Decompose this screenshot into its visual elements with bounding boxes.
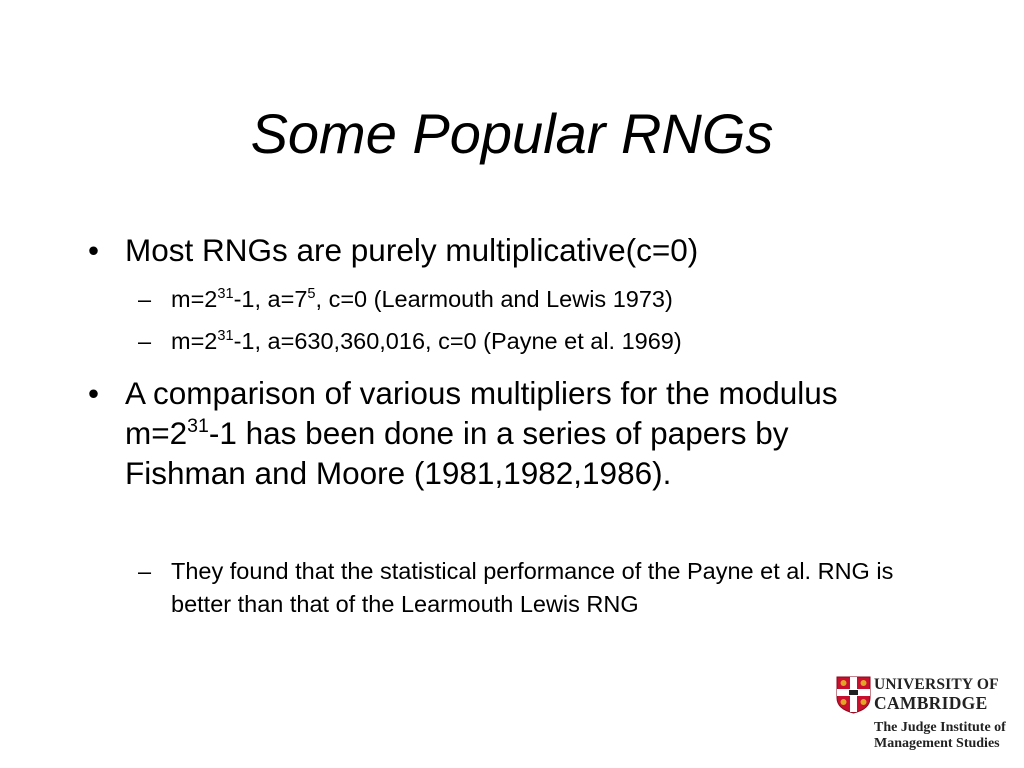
exponent: 31	[217, 285, 234, 302]
exponent: 31	[187, 414, 209, 437]
sub-bullet-text-part: m=2	[171, 328, 218, 354]
logo-line: The Judge Institute of	[874, 720, 1006, 735]
logo-line: UNIVERSITY OF	[874, 676, 999, 693]
bullet-item	[88, 230, 905, 270]
sub-bullet-item	[138, 283, 931, 316]
bullet-item	[88, 373, 905, 493]
sub-bullet-marker: –	[138, 286, 152, 312]
sub-bullet-text-part: m=2	[171, 286, 218, 312]
sub-bullet-text-part: -1, a=7	[233, 286, 308, 312]
sub-bullet-marker: –	[138, 328, 152, 354]
exponent: 5	[307, 285, 316, 302]
sub-bullet-marker: –	[138, 558, 152, 584]
sub-bullet-item	[138, 325, 931, 358]
crest-icon	[836, 676, 871, 714]
exponent: 31	[217, 327, 234, 344]
bullet-marker: •	[88, 232, 100, 268]
sub-bullet-text: They found that the statistical performance of the Payne et al. RNG is better than that of the Learmouth Lewis RNG	[171, 558, 894, 617]
slide-title: Some Popular RNGs	[250, 102, 774, 165]
logo-line: CAMBRIDGE	[874, 693, 988, 713]
bullet-text-part: -1 has been done in a series of papers by Fishman and Moore (1981,1982,1986).	[125, 415, 789, 491]
logo-line: Management Studies	[874, 736, 1000, 751]
bullet-text: Most RNGs are purely multiplicative(c=0)	[125, 232, 699, 268]
sub-bullet-text-part: , c=0 (Learmouth and Lewis 1973)	[315, 286, 673, 312]
sub-bullet-item	[138, 555, 916, 621]
bullet-text-part: A comparison of various multipliers for the modulus m=2	[125, 375, 838, 451]
bullet-marker: •	[88, 375, 100, 411]
university-logo	[836, 676, 1006, 756]
sub-bullet-text-part: -1, a=630,360,016, c=0 (Payne et al. 1969)	[233, 328, 682, 354]
